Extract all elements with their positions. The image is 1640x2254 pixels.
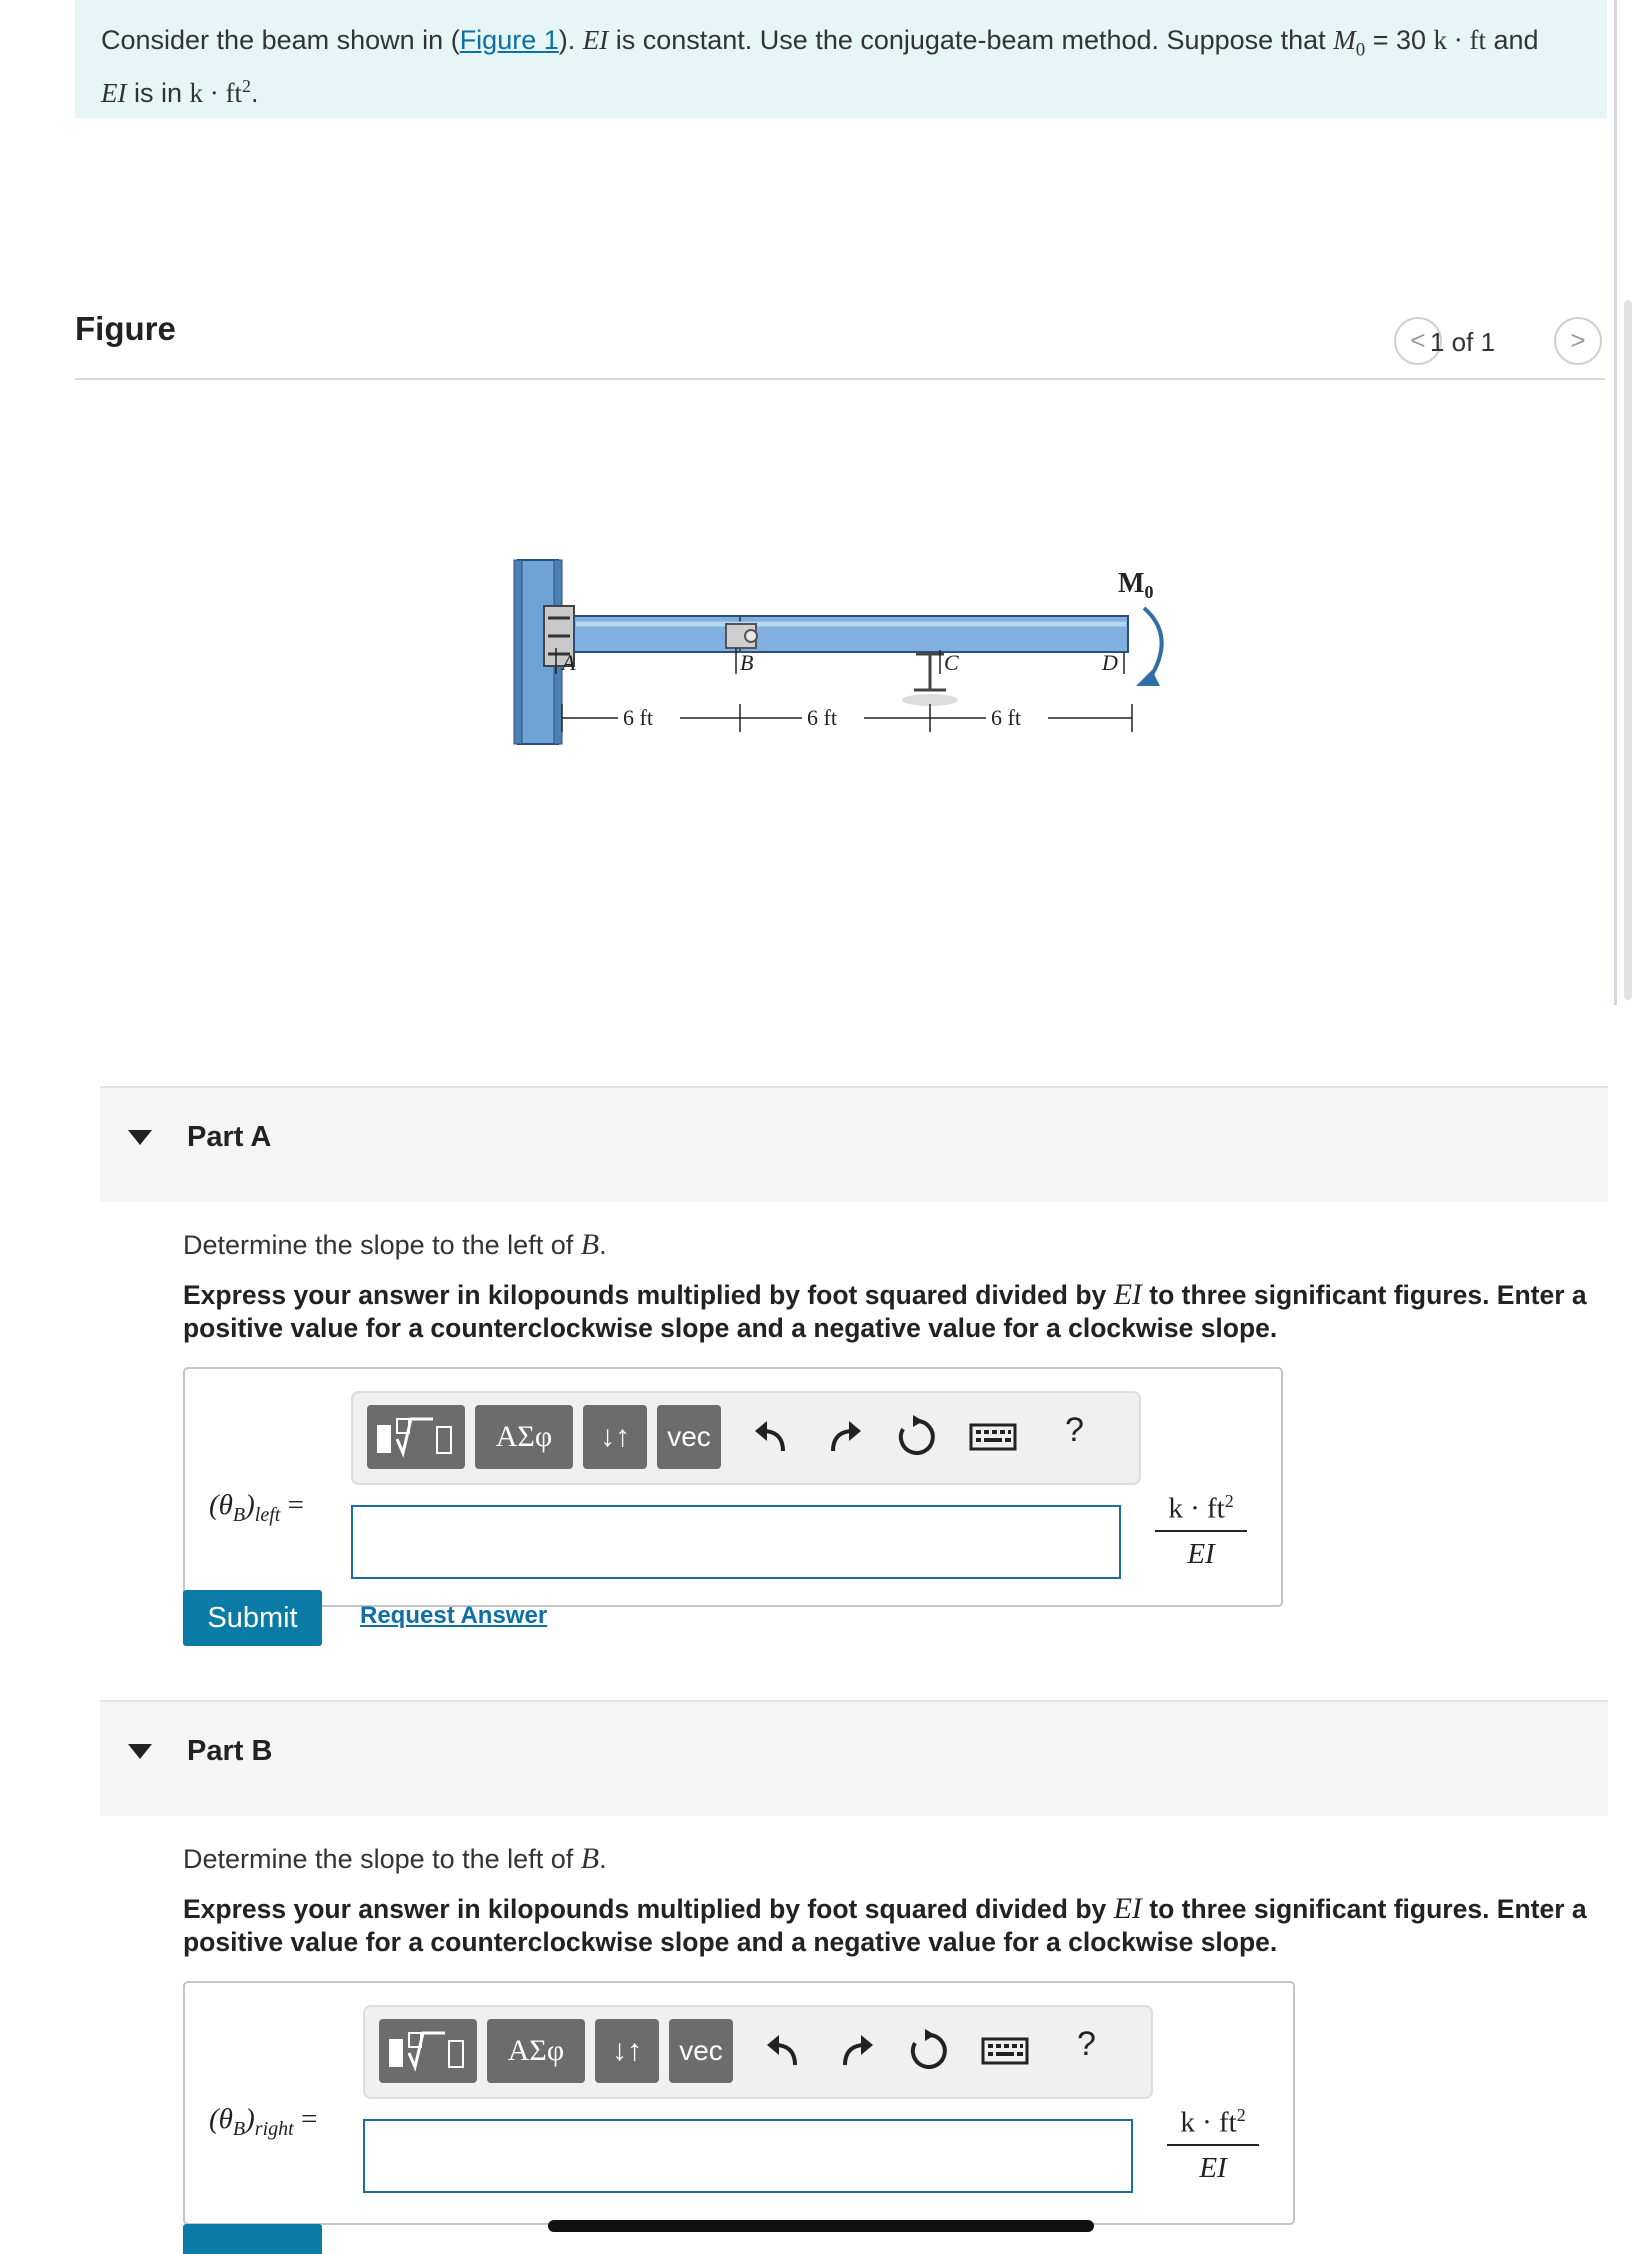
part-b-header[interactable] bbox=[100, 1700, 1608, 1816]
problem-statement bbox=[75, 0, 1607, 118]
keyboard-icon[interactable] bbox=[979, 2027, 1031, 2075]
theta-b-right-input[interactable] bbox=[363, 2119, 1133, 2193]
unit-denominator: EI bbox=[1199, 2151, 1227, 2184]
greek-symbols-button[interactable]: ΑΣφ bbox=[475, 1405, 573, 1469]
var-side: left bbox=[254, 1503, 281, 1526]
label-c: C bbox=[944, 650, 959, 675]
var-theta: (θ bbox=[209, 1489, 233, 1521]
reset-icon[interactable] bbox=[893, 1413, 941, 1461]
figure-heading: Figure bbox=[75, 310, 176, 347]
prev-figure-button[interactable]: < bbox=[1394, 317, 1442, 365]
part-b-instructions bbox=[183, 1892, 1603, 1959]
question-text: Determine the slope to the left of bbox=[183, 1844, 581, 1874]
redo-icon[interactable] bbox=[833, 2027, 881, 2075]
collapse-caret-icon[interactable] bbox=[128, 1744, 152, 1759]
part-a-question bbox=[183, 1228, 607, 1262]
template-button[interactable] bbox=[367, 1405, 465, 1469]
question-var: B bbox=[580, 1842, 600, 1875]
part-b-answer-box bbox=[183, 1981, 1295, 2225]
var-equals: = bbox=[280, 1489, 304, 1521]
keyboard-icon[interactable] bbox=[967, 1413, 1019, 1461]
var-theta: (θ bbox=[209, 2103, 233, 2135]
statement-text: is in bbox=[126, 78, 190, 109]
greek-symbols-button[interactable]: ΑΣφ bbox=[487, 2019, 585, 2083]
var-side: right bbox=[254, 2117, 294, 2140]
moment-label: $M_0$ bbox=[1118, 568, 1154, 602]
help-icon[interactable]: ? bbox=[1077, 2025, 1096, 2063]
part-b-question bbox=[183, 1842, 607, 1876]
question-text: . bbox=[599, 1230, 607, 1260]
m0-unit: k · ft bbox=[1433, 25, 1486, 55]
part-a-title: Part A bbox=[187, 1121, 272, 1153]
ei-symbol: EI bbox=[582, 25, 609, 55]
part-a-instructions bbox=[183, 1278, 1603, 1345]
submit-button[interactable]: Submit bbox=[183, 1590, 322, 1646]
unit-fraction bbox=[1155, 1491, 1247, 1571]
unit-denominator: EI bbox=[1187, 1537, 1215, 1570]
vector-button[interactable]: vec bbox=[669, 2019, 733, 2083]
var-close: ) bbox=[245, 1489, 255, 1521]
statement-text: Consider the beam shown in ( bbox=[101, 25, 460, 55]
m0-subscript: 0 bbox=[1355, 39, 1366, 61]
theta-b-right-label bbox=[209, 2103, 317, 2141]
theta-b-left-label bbox=[209, 1489, 304, 1527]
statement-text: is constant. Use the conjugate-beam method. Suppose that bbox=[608, 25, 1334, 55]
dimension-bc: 6 ft bbox=[807, 705, 837, 730]
unit-fraction bbox=[1167, 2105, 1259, 2185]
unit-num-text: k · ft bbox=[1168, 1492, 1225, 1525]
dimension-cd: 6 ft bbox=[991, 705, 1021, 730]
scrollbar-track[interactable] bbox=[1614, 0, 1617, 1005]
unit-num-text: k · ft bbox=[1180, 2106, 1237, 2139]
subscript-superscript-button[interactable]: ↓↑ bbox=[583, 1405, 647, 1469]
math-toolbar bbox=[351, 1391, 1141, 1485]
statement-text: ). bbox=[558, 25, 583, 55]
unit-exponent: 2 bbox=[1224, 1491, 1234, 1511]
moment-arc bbox=[1144, 608, 1162, 678]
label-b: B bbox=[740, 650, 754, 675]
instruction-text: Express your answer in kilopounds multiplied by foot squared divided by bbox=[183, 1894, 1114, 1924]
figure-pager: 1 of 1 bbox=[1430, 327, 1496, 357]
question-text: . bbox=[599, 1844, 607, 1874]
statement-text: = 30 bbox=[1365, 25, 1434, 55]
fraction-radical-icon bbox=[367, 1405, 465, 1469]
reset-icon[interactable] bbox=[905, 2027, 953, 2075]
var-equals: = bbox=[293, 2103, 318, 2135]
undo-icon[interactable] bbox=[747, 1413, 795, 1461]
instruction-ei: EI bbox=[1113, 1278, 1142, 1311]
help-icon[interactable]: ? bbox=[1065, 1411, 1084, 1449]
part-b-title: Part B bbox=[187, 1735, 273, 1767]
beam-figure bbox=[500, 540, 1200, 780]
home-indicator[interactable] bbox=[548, 2220, 1094, 2232]
math-toolbar bbox=[363, 2005, 1153, 2099]
var-sub: B bbox=[232, 1503, 246, 1526]
instruction-ei: EI bbox=[1113, 1892, 1142, 1925]
wall-flange bbox=[514, 560, 522, 744]
question-var: B bbox=[580, 1228, 600, 1261]
beam-segment-bd bbox=[740, 616, 1128, 652]
scrollbar-thumb[interactable] bbox=[1624, 300, 1632, 1000]
template-button[interactable] bbox=[379, 2019, 477, 2083]
var-close: ) bbox=[245, 2103, 255, 2135]
ei-symbol: EI bbox=[101, 78, 127, 109]
m0-symbol: M bbox=[1333, 25, 1356, 55]
question-text: Determine the slope to the left of bbox=[183, 1230, 581, 1260]
dimension-ab: 6 ft bbox=[623, 705, 653, 730]
part-a-header[interactable] bbox=[100, 1086, 1608, 1202]
moment-arrowhead bbox=[1136, 670, 1160, 686]
var-sub: B bbox=[232, 2117, 246, 2140]
request-answer-link[interactable]: Request Answer bbox=[360, 1602, 548, 1629]
redo-icon[interactable] bbox=[821, 1413, 869, 1461]
ei-unit: k · ft bbox=[189, 78, 242, 109]
subscript-superscript-button[interactable]: ↓↑ bbox=[595, 2019, 659, 2083]
ei-unit-exponent: 2 bbox=[242, 76, 251, 97]
statement-line-1 bbox=[101, 22, 1581, 68]
figure-divider bbox=[75, 378, 1605, 380]
theta-b-left-input[interactable] bbox=[351, 1505, 1121, 1579]
instruction-text: to three significant figures. Enter a positive value for a counterclockwise slope and a negative value for a clockwise slope. bbox=[183, 1280, 1587, 1343]
label-d: D bbox=[1102, 650, 1118, 675]
submit-button[interactable] bbox=[183, 2224, 322, 2254]
undo-icon[interactable] bbox=[759, 2027, 807, 2075]
fraction-radical-icon bbox=[379, 2019, 477, 2083]
figure-link[interactable]: Figure 1 bbox=[459, 25, 559, 55]
hinge-pin bbox=[745, 630, 757, 642]
unit-numerator bbox=[1167, 2105, 1259, 2146]
label-a: A bbox=[562, 650, 576, 675]
instruction-text: Express your answer in kilopounds multiplied by foot squared divided by bbox=[183, 1280, 1114, 1310]
statement-text: and bbox=[1485, 25, 1539, 55]
collapse-caret-icon[interactable] bbox=[128, 1130, 152, 1145]
instruction-text: to three significant figures. Enter a positive value for a counterclockwise slope and a negative value for a clockwise slope. bbox=[183, 1894, 1587, 1957]
statement-line-2 bbox=[101, 68, 1581, 111]
unit-numerator bbox=[1155, 1491, 1247, 1532]
vector-button[interactable]: vec bbox=[657, 1405, 721, 1469]
statement-text: . bbox=[251, 78, 259, 109]
next-figure-button[interactable]: > bbox=[1554, 317, 1602, 365]
unit-exponent: 2 bbox=[1236, 2105, 1246, 2125]
part-a-answer-box bbox=[183, 1367, 1283, 1607]
